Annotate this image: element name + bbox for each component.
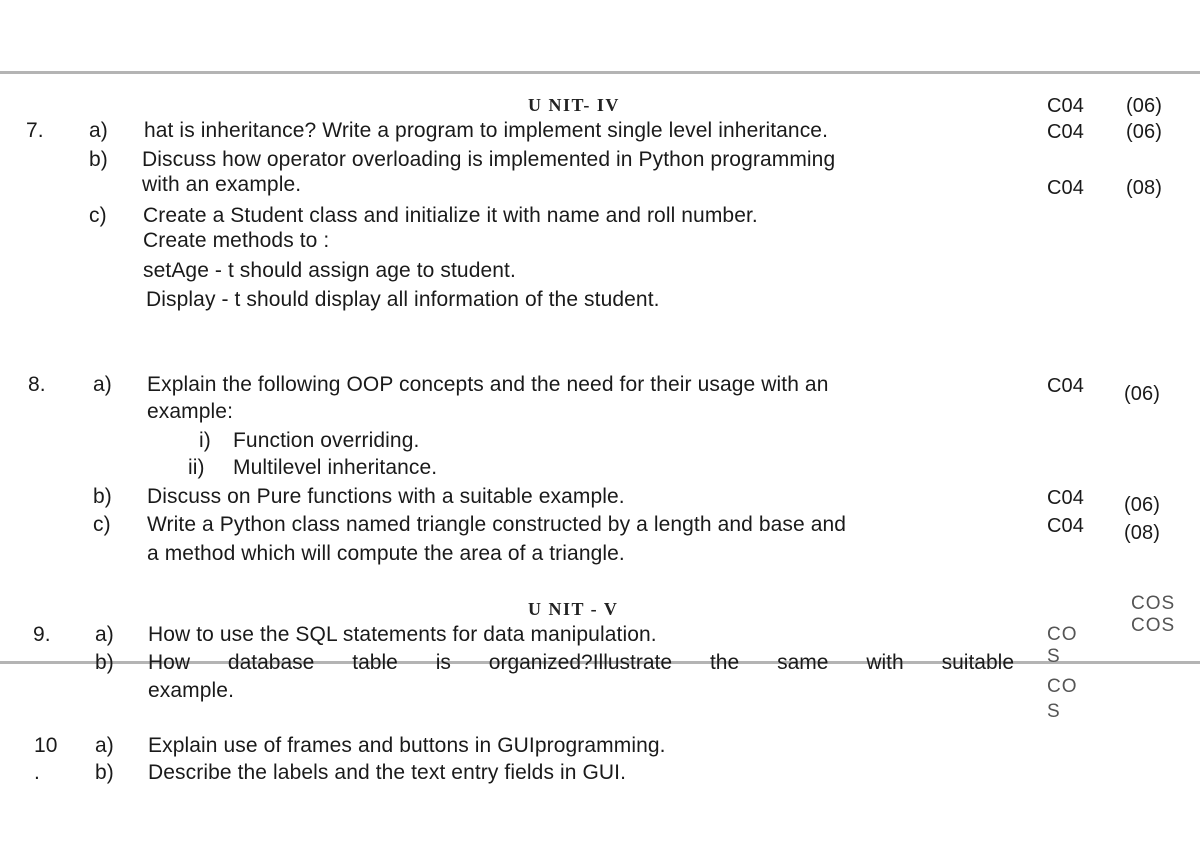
- q8a-line1: Explain the following OOP concepts and the need for their usage with an: [147, 373, 829, 396]
- q7-number: 7.: [26, 119, 44, 142]
- q8a-label: a): [93, 373, 112, 396]
- top-rule: [0, 71, 1200, 74]
- q7b-co: C04: [1047, 177, 1084, 199]
- q7a-text: hat is inheritance? Write a program to implement single level inheritance.: [144, 119, 829, 142]
- q9a-label: a): [95, 623, 114, 646]
- q7c-line2: Create methods to :: [143, 229, 330, 252]
- q8a-marks: (06): [1124, 383, 1160, 405]
- q8a-sub2-label: ii): [188, 456, 205, 479]
- q9-number: 9.: [33, 623, 51, 646]
- q8a-sub1-label: i): [199, 429, 211, 452]
- q7a-co: C04: [1047, 121, 1084, 143]
- q7b-line1: Discuss how operator overloading is implemented in Python programming: [142, 148, 836, 171]
- q9b-line2: example.: [148, 679, 235, 702]
- q9b-line1: [148, 651, 1014, 675]
- q9b-co-line1: CO: [1047, 676, 1078, 697]
- unit-iv-header-marks: (06): [1126, 95, 1162, 117]
- q8c-marks: (08): [1124, 522, 1160, 544]
- q9b-label: b): [95, 651, 114, 674]
- q10b-label: b): [95, 761, 114, 784]
- q8c-line2: a method which will compute the area of a triangle.: [147, 542, 625, 565]
- q9b-word: table: [352, 651, 398, 674]
- q9a-co-line2: S: [1047, 646, 1061, 667]
- q10-number-dot: .: [34, 761, 40, 784]
- unit-v-title: U NIT - V: [528, 599, 619, 619]
- q8b-label: b): [93, 485, 112, 508]
- q9b-word: is: [435, 651, 451, 674]
- q9b-marks: COS: [1131, 615, 1176, 636]
- q8a-sub1-text: Function overriding.: [233, 429, 420, 452]
- q10a-text: Explain use of frames and buttons in GUIprogramming.: [148, 734, 666, 757]
- q9b-co-line2: S: [1047, 701, 1061, 722]
- q9b-word: database: [227, 651, 315, 674]
- q10a-label: a): [95, 734, 114, 757]
- q9a-text: How to use the SQL statements for data manipulation.: [148, 623, 657, 646]
- q7c-label: c): [89, 204, 107, 227]
- q7a-label: a): [89, 119, 108, 142]
- q8-number: 8.: [28, 373, 46, 396]
- q9b-word: How: [148, 651, 191, 674]
- q7c-line3: setAge - t should assign age to student.: [143, 259, 516, 282]
- q8b-text: Discuss on Pure functions with a suitable example.: [147, 485, 625, 508]
- q7b-marks: (08): [1126, 177, 1162, 199]
- q9b-word: with: [866, 651, 904, 674]
- q9a-marks: COS: [1131, 593, 1176, 614]
- q7b-label: b): [89, 148, 108, 171]
- unit-iv-title: U NIT- IV: [528, 95, 620, 115]
- q10b-text: Describe the labels and the text entry fields in GUI.: [148, 761, 627, 784]
- q7a-marks: (06): [1126, 121, 1162, 143]
- q7b-line2: with an example.: [142, 173, 302, 196]
- q7c-line4: Display - t should display all information of the student.: [146, 288, 660, 311]
- q8b-co: C04: [1047, 487, 1084, 509]
- q8a-line2: example:: [147, 400, 234, 423]
- q9b-word: suitable: [941, 651, 1014, 674]
- q7c-line1: Create a Student class and initialize it with name and roll number.: [143, 204, 758, 227]
- q8a-sub2-text: Multilevel inheritance.: [233, 456, 438, 479]
- q8a-co: C04: [1047, 375, 1084, 397]
- q10-number: 10: [34, 734, 58, 757]
- q9a-co-line1: CO: [1047, 624, 1078, 645]
- q8c-label: c): [93, 513, 111, 536]
- unit-iv-header-co: C04: [1047, 95, 1084, 117]
- q9b-word: organized?Illustrate: [488, 651, 673, 674]
- q8b-marks: (06): [1124, 494, 1160, 516]
- q9b-word: same: [777, 651, 829, 674]
- q8c-line1: Write a Python class named triangle constructed by a length and base and: [147, 513, 847, 536]
- q8c-co: C04: [1047, 515, 1084, 537]
- q9b-word: the: [709, 651, 740, 674]
